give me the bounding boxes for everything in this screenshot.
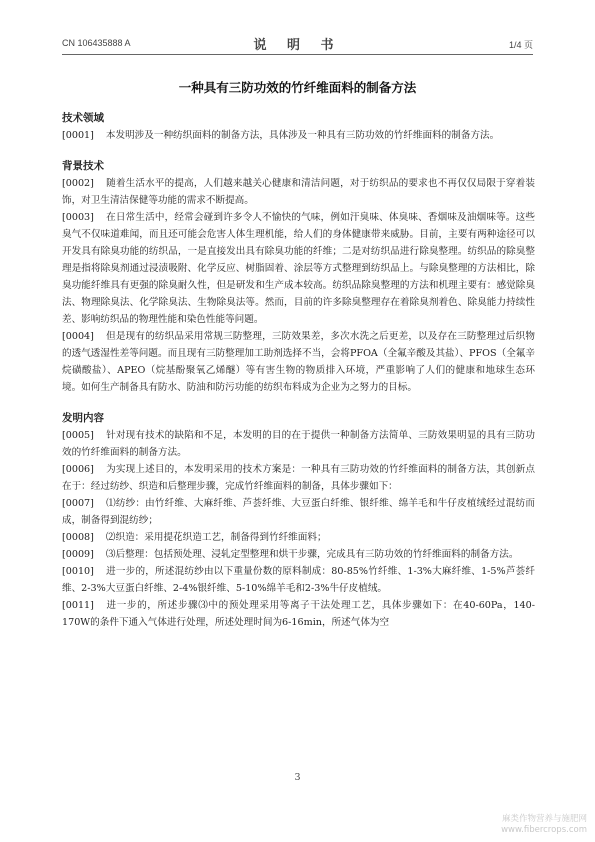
paragraph-text: 针对现有技术的缺陷和不足，本发明的目的在于提供一种制备方法简单、三防效果明显的具有三防功效的竹纤维面料的制备方法。 bbox=[62, 430, 535, 458]
paragraph-text: 随着生活水平的提高，人们越来越关心健康和清洁问题，对于纺织品的要求也不再仅仅局限于穿着装饰，对卫生清洁保健等功能的需求不断提高。 bbox=[62, 178, 535, 206]
watermark-url: www.fibercrops.com bbox=[501, 825, 587, 835]
paragraph-number: [0008] bbox=[62, 532, 94, 543]
paragraph-number: [0005] bbox=[62, 430, 94, 441]
paragraph-number: [0007] bbox=[62, 498, 94, 509]
paragraph-text: 但是现有的纺织品采用常规三防整理，三防效果差，多次水洗之后更差，以及存在三防整理过后织物的透气透湿性差等问题。而且现有三防整理加工助剂选择不当，会将PFOA（全氟辛酸及其盐）、PFOS（全氟辛烷磺酸盐）、APEO（烷基酚聚氧乙烯醚）等有害生物的物质排入环境，严重影响了人们的健康和地球生态环境。如何生产制备具有防水、防油和防污功能的纺织布料成为企业为之努力的目标。 bbox=[62, 331, 535, 393]
patent-title: 一种具有三防功效的竹纤维面料的制备方法 bbox=[178, 80, 417, 95]
paragraph-text: 进一步的，所述步骤⑶中的预处理采用等离子干法处理工艺，具体步骤如下：在40-60Pa，140-170W的条件下通入气体进行处理，所述处理时间为6-16min，所述气体为空 bbox=[62, 600, 535, 628]
section-heading: 发明内容 bbox=[62, 412, 104, 424]
watermark bbox=[501, 814, 587, 836]
paragraph bbox=[62, 175, 535, 209]
header-divider bbox=[62, 54, 533, 55]
paragraph-text: ⑶后整理：包括预处理、浸轧定型整理和烘干步骤，完成具有三防功效的竹纤维面料的制备方法。 bbox=[105, 549, 519, 560]
paragraph-number: [0006] bbox=[62, 464, 94, 475]
section-heading: 背景技术 bbox=[62, 160, 104, 172]
section-heading: 技术领域 bbox=[62, 112, 104, 124]
paragraph-text: 本发明涉及一种纺织面料的制备方法，具体涉及一种具有三防功效的竹纤维面料的制备方法。 bbox=[105, 130, 500, 141]
paragraph-number: [0002] bbox=[62, 178, 94, 189]
page-header bbox=[62, 34, 533, 52]
paragraph-number: [0011] bbox=[62, 600, 94, 611]
page-count: 1/4 页 bbox=[508, 40, 533, 50]
paragraph bbox=[62, 529, 535, 546]
paragraph bbox=[62, 127, 535, 144]
paragraph-text: 在日常生活中，经常会碰到许多令人不愉快的气味，例如汗臭味、体臭味、香烟味及油烟味等。这些臭气不仅味道难闻，而且还可能会危害人体生理机能，给人们的身体健康带来威胁。目前，主要有两种途径可以开发具有除臭功能的纺织品，一是直接发出具有除臭功能的纤维；二是对纺织品进行除臭整理。纺织品的除臭整理是指将除臭剂通过浸渍吸附、化学反应、树脂固着、涂层等方式整理到纺织品上。与除臭整理的方法相比，除臭功能纤维具有更强的除臭耐久性，但是研发和生产成本较高。纺织品除臭整理的方法和机理主要有：感觉除臭法、物理除臭法、化学除臭法、生物除臭法等。然而，目前的许多除臭整理存在着除臭剂着色、除臭能力持续性差、影响纺织品的物理性能和染色性能等问题。 bbox=[62, 212, 535, 325]
paragraph-number: [0010] bbox=[62, 566, 94, 577]
paragraph bbox=[62, 328, 535, 396]
page-number: 3 bbox=[294, 772, 301, 783]
document-type-title: 说 明 书 bbox=[253, 38, 342, 53]
paragraph bbox=[62, 427, 535, 461]
paragraph bbox=[62, 597, 535, 631]
paragraph-text: 进一步的，所述混纺纱由以下重量份数的原料制成：80-85%竹纤维、1-3%大麻纤维、1-5%芦荟纤维、2-3%大豆蛋白纤维、2-4%银纤维、5-10%绵羊毛和2-3%牛仔皮植绒。 bbox=[62, 566, 535, 594]
paragraph-number: [0004] bbox=[62, 331, 94, 342]
paragraph-number: [0001] bbox=[62, 130, 94, 141]
paragraph bbox=[62, 563, 535, 597]
paragraph bbox=[62, 495, 535, 529]
paragraph-text: ⑵织造：采用提花织造工艺，制备得到竹纤维面料； bbox=[105, 532, 327, 543]
paragraph-number: [0003] bbox=[62, 212, 94, 223]
watermark-site-name: 麻类作物营养与施肥网 bbox=[501, 814, 587, 824]
paragraph-text: ⑴纺纱：由竹纤维、大麻纤维、芦荟纤维、大豆蛋白纤维、银纤维、绵羊毛和牛仔皮植绒经过混纺而成，制备得到混纺纱； bbox=[62, 498, 535, 526]
paragraph bbox=[62, 209, 535, 328]
paragraph bbox=[62, 461, 535, 495]
paragraph-number: [0009] bbox=[62, 549, 94, 560]
paragraph bbox=[62, 546, 535, 563]
patent-number: CN 106435888 A bbox=[62, 38, 131, 48]
document-body bbox=[62, 110, 535, 631]
paragraph-text: 为实现上述目的，本发明采用的技术方案是：一种具有三防功效的竹纤维面料的制备方法，其创新点在于：经过纺纱、织造和后整理步骤，完成竹纤维面料的制备，具体步骤如下： bbox=[62, 464, 535, 492]
